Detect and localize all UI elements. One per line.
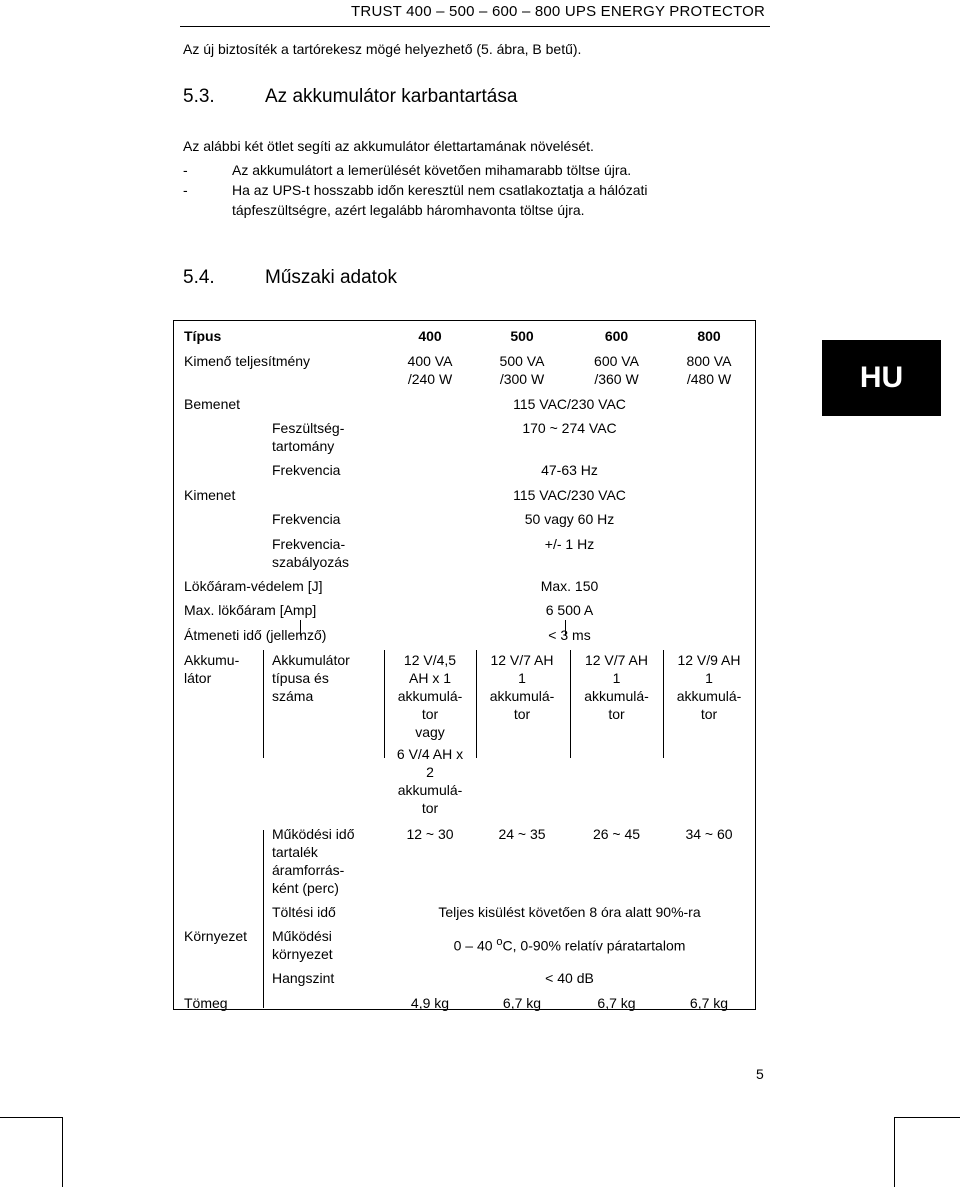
battery-type-800 [663, 651, 755, 723]
weight-800: 6,7 kg [689, 995, 729, 1011]
th-400: 400 [418, 328, 442, 344]
section-54-title: Műszaki adatok [265, 267, 398, 288]
label-line: Feszültség- [272, 420, 345, 436]
value-line: tor [700, 706, 718, 722]
output-frequency-value: 50 vagy 60 Hz [524, 511, 615, 527]
value-line: tor [421, 800, 439, 816]
label-line: áramforrás- [272, 862, 345, 878]
value-line: AH x 1 [408, 670, 451, 686]
column-divider [173, 620, 174, 636]
column-divider [263, 830, 264, 1008]
output-power-600 [570, 352, 663, 388]
row-label-input: Bemenet [184, 396, 241, 412]
label-line: száma [272, 688, 314, 704]
crop-mark [0, 1117, 62, 1118]
th-tipus: Típus [184, 328, 222, 344]
value-line: akkumulá- [397, 688, 463, 704]
row-label-weight: Tömeg [184, 995, 228, 1011]
voltage-range-value: 170 ~ 274 VAC [522, 420, 617, 436]
input-frequency-value: 47-63 Hz [541, 462, 598, 478]
degree-sign: o [496, 936, 503, 948]
header-rule [180, 26, 770, 27]
row-label-max-surge-current: Max. lökőáram [Amp] [184, 602, 317, 618]
row-label-voltage-range [272, 419, 344, 455]
value-line: tor [513, 706, 531, 722]
th-600: 600 [604, 328, 629, 344]
label-line: Akkumu- [184, 652, 240, 668]
value-line: vagy [415, 724, 445, 740]
row-label-environment: Környezet [184, 928, 248, 944]
label-line: környezet [272, 946, 333, 962]
value-line: 12 V/7 AH [584, 652, 649, 668]
document-header: TRUST 400 – 500 – 600 – 800 UPS ENERGY PROTECTOR [351, 3, 765, 20]
output-power-400 [384, 352, 476, 388]
page-number: 5 [756, 1066, 764, 1082]
label-line: ként (perc) [272, 880, 339, 896]
row-label-output-power: Kimenő teljesítmény [184, 353, 311, 369]
crop-mark [894, 1117, 960, 1118]
label-line: Működési idő [272, 826, 355, 842]
value-line: 400 VA [407, 353, 453, 369]
value-line: 800 VA [686, 353, 732, 369]
value-line: /240 W [407, 371, 453, 387]
value-line: 500 VA [499, 353, 545, 369]
row-label-operating-environment [272, 927, 333, 963]
row-label-battery-type [272, 651, 350, 705]
value-line: 600 VA [594, 353, 639, 369]
value-line: 6 V/4 AH x [396, 746, 464, 762]
label-line: Akkumulátor [272, 652, 350, 668]
value-line: akkumulá- [676, 688, 742, 704]
runtime-400: 12 ~ 30 [406, 826, 454, 842]
runtime-500: 24 ~ 35 [498, 826, 546, 842]
value-line: 12 V/4,5 [403, 652, 457, 668]
crop-mark [894, 1117, 895, 1187]
battery-type-500 [476, 651, 568, 723]
section-53-lead: Az alábbi két ötlet segíti az akkumulátor élettartamának növelését. [183, 138, 594, 154]
weight-400: 4,9 kg [410, 995, 450, 1011]
value-line: akkumulá- [489, 688, 555, 704]
row-label-output: Kimenet [184, 487, 236, 503]
bullet-1: Az akkumulátort a lemerülését követően mihamarabb töltse újra. [232, 162, 632, 178]
operating-environment-value [384, 933, 755, 955]
max-surge-current-value: 6 500 A [545, 602, 594, 618]
section-53-title: Az akkumulátor karbantartása [265, 86, 518, 107]
output-power-800 [663, 352, 755, 388]
weight-600: 6,7 kg [597, 995, 636, 1011]
bullet-2-line-2: tápfeszültségre, azért legalább háromhavonta töltse újra. [232, 202, 585, 218]
value-part: C, 0-90% relatív páratartalom [502, 937, 686, 954]
weight-500: 6,7 kg [502, 995, 542, 1011]
row-label-transfer-time: Átmeneti idő (jellemző) [184, 627, 327, 643]
input-voltage-value: 115 VAC/230 VAC [513, 396, 626, 412]
row-label-charge-time: Töltési idő [272, 904, 336, 920]
value-line: tor [608, 706, 625, 722]
battery-type-600 [570, 651, 663, 723]
intro-paragraph: Az új biztosíték a tartórekesz mögé helyezhető (5. ábra, B betű). [183, 41, 582, 57]
output-voltage-value: 115 VAC/230 VAC [513, 487, 626, 503]
th-500: 500 [510, 328, 534, 344]
th-800: 800 [697, 328, 721, 344]
crop-mark [62, 1117, 63, 1187]
column-divider [263, 650, 264, 758]
label-line: Működési [272, 928, 332, 944]
runtime-800: 34 ~ 60 [685, 826, 733, 842]
section-53-number: 5.3. [183, 86, 215, 107]
value-line: /480 W [686, 371, 732, 387]
bullet-2-line-1: Ha az UPS-t hosszabb időn keresztül nem csatlakoztatja a hálózati [232, 182, 648, 198]
row-label-battery [184, 651, 239, 687]
row-label-input-frequency: Frekvencia [272, 462, 341, 478]
label-line: szabályozás [272, 554, 350, 570]
label-line: Frekvencia- [272, 536, 346, 552]
label-line: látor [184, 670, 212, 686]
value-line: akkumulá- [397, 782, 463, 798]
bullet-marker: - [183, 182, 188, 198]
row-label-output-frequency: Frekvencia [272, 511, 341, 527]
language-badge: HU [822, 340, 941, 416]
charge-time-value: Teljes kisülést követően 8 óra alatt 90%-ra [438, 904, 701, 920]
row-label-surge-protection: Lökőáram-védelem [J] [184, 578, 323, 594]
value-line: akkumulá- [584, 688, 649, 704]
value-line: 12 V/7 AH [490, 652, 554, 668]
value-line: /300 W [499, 371, 545, 387]
row-label-frequency-regulation [272, 535, 349, 571]
battery-type-400 [384, 651, 476, 817]
row-label-backup-runtime [272, 825, 355, 897]
surge-protection-value: Max. 150 [540, 578, 599, 594]
noise-level-value: < 40 dB [545, 970, 594, 986]
bullet-marker: - [183, 162, 188, 178]
label-line: típusa és [272, 670, 329, 686]
runtime-600: 26 ~ 45 [592, 826, 641, 842]
value-line: 1 [705, 670, 713, 686]
row-label-noise-level: Hangszint [272, 970, 335, 986]
transfer-time-value: < 3 ms [548, 627, 591, 643]
label-line: tartomány [272, 438, 335, 454]
output-power-500 [476, 352, 568, 388]
section-54-number: 5.4. [183, 267, 215, 288]
label-line: tartalék [272, 844, 318, 860]
value-line: 12 V/9 AH [677, 652, 741, 668]
value-line: tor [421, 706, 439, 722]
value-line: 2 [426, 764, 434, 780]
value-line: 1 [518, 670, 526, 686]
value-line: /360 W [594, 371, 639, 387]
value-line: 1 [612, 670, 621, 686]
value-part: 0 – 40 [453, 937, 493, 954]
frequency-regulation-value: +/- 1 Hz [544, 536, 595, 552]
